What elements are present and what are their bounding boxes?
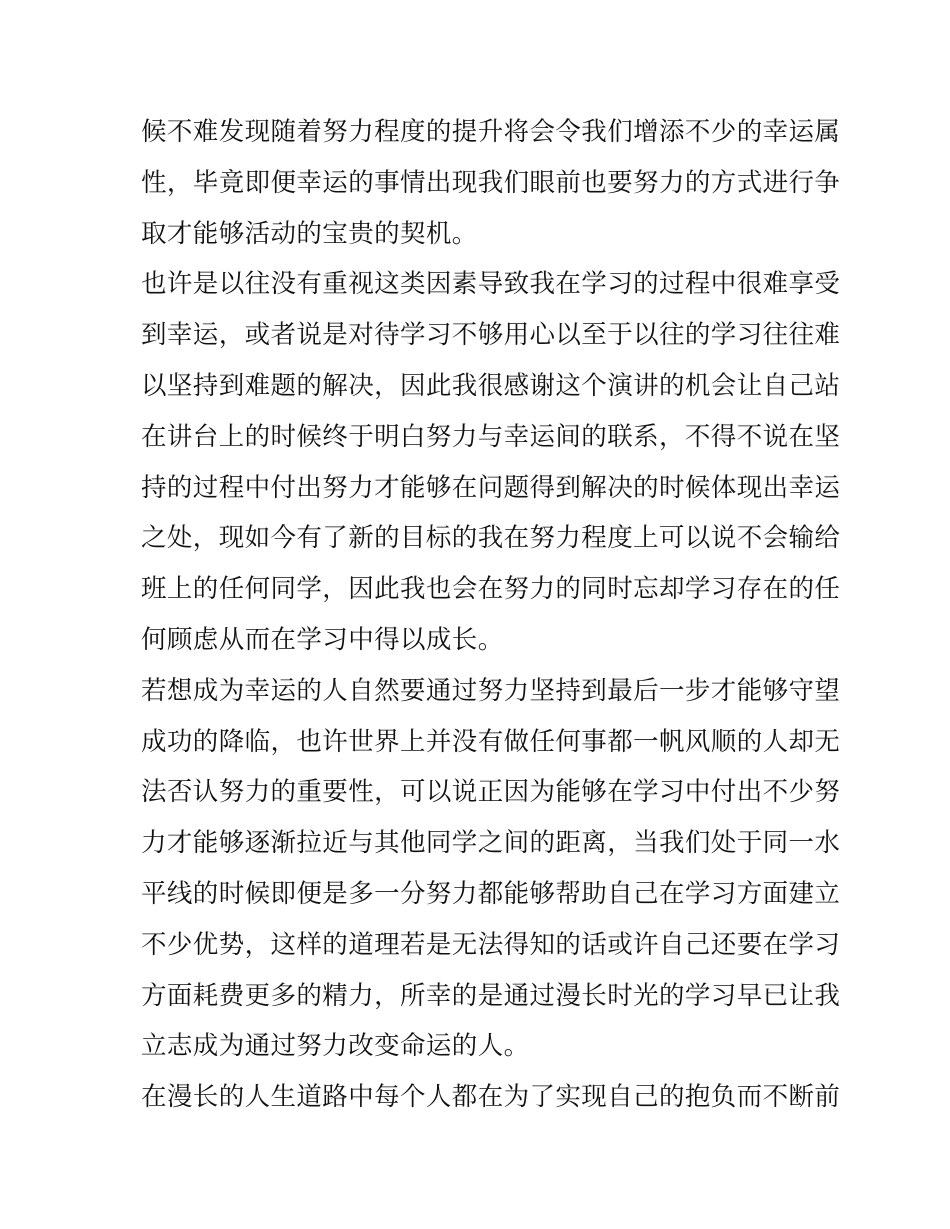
text-line: 方面耗费更多的精力，所幸的是通过漫长时光的学习早已让我 xyxy=(141,980,841,1011)
text-line: 何顾虑从而在学习中得以成长。 xyxy=(141,624,504,655)
text-line: 也许是以往没有重视这类因素导致我在学习的过程中很难享受 xyxy=(141,269,841,300)
text-line: 持的过程中付出努力才能够在问题得到解决的时候体现出幸运 xyxy=(141,472,841,503)
text-line: 平线的时候即便是多一分努力都能够帮助自己在学习方面建立 xyxy=(141,878,841,909)
text-line: 不少优势，这样的道理若是无法得知的话或许自己还要在学习 xyxy=(141,929,841,960)
body-text xyxy=(141,107,841,1123)
text-line: 若想成为幸运的人自然要通过努力坚持到最后一步才能够守望 xyxy=(141,675,841,706)
text-line: 性，毕竟即便幸运的事情出现我们眼前也要努力的方式进行争 xyxy=(141,167,841,198)
text-line: 力才能够逐渐拉近与其他同学之间的距离，当我们处于同一水 xyxy=(141,828,841,859)
text-line: 在漫长的人生道路中每个人都在为了实现自己的抱负而不断前 xyxy=(141,1082,841,1113)
text-line: 以坚持到难题的解决，因此我很感谢这个演讲的机会让自己站 xyxy=(141,370,841,401)
text-line: 到幸运，或者说是对待学习不够用心以至于以往的学习往往难 xyxy=(141,320,841,351)
text-line: 候不难发现随着努力程度的提升将会令我们增添不少的幸运属 xyxy=(141,117,841,147)
text-line: 在讲台上的时候终于明白努力与幸运间的联系，不得不说在坚 xyxy=(141,421,841,452)
text-line: 班上的任何同学，因此我也会在努力的同时忘却学习存在的任 xyxy=(141,574,841,605)
text-line: 法否认努力的重要性，可以说正因为能够在学习中付出不少努 xyxy=(141,777,841,808)
text-line: 立志成为通过努力改变命运的人。 xyxy=(141,1031,530,1062)
text-line: 之处，现如今有了新的目标的我在努力程度上可以说不会输给 xyxy=(141,523,841,554)
text-line: 成功的降临，也许世界上并没有做任何事都一帆风顺的人却无 xyxy=(141,726,841,757)
text-line: 取才能够活动的宝贵的契机。 xyxy=(141,218,478,249)
